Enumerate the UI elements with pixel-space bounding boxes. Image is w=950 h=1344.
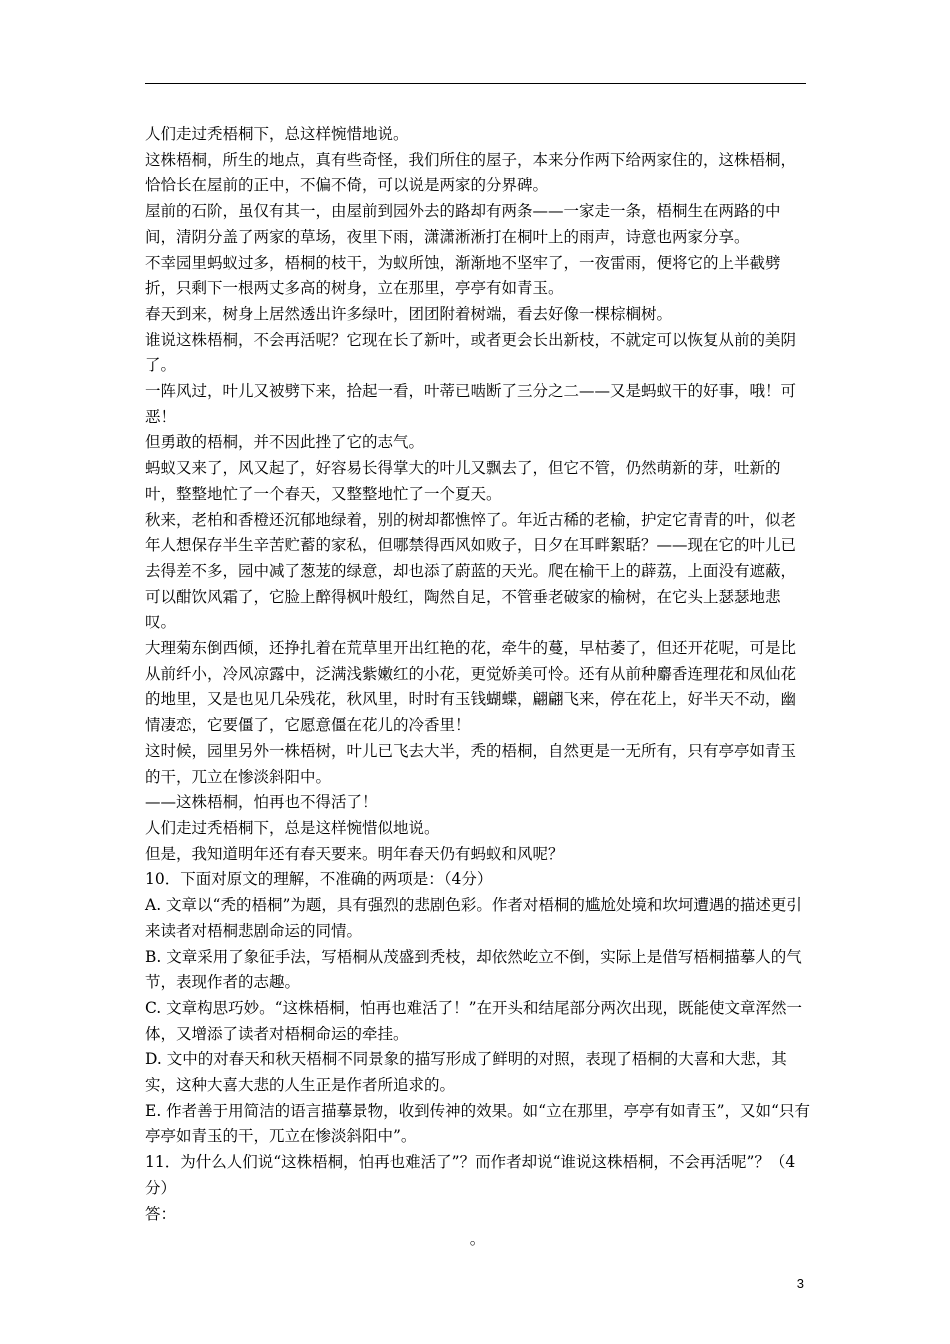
- option-b: B. 文章采用了象征手法，写梧桐从茂盛到秃枝，却依然屹立不倒，实际上是借写梧桐描摹人的气节，表现作者的志趣。: [145, 947, 802, 992]
- paragraph-10: 秋来，老柏和香橙还沉郁地绿着，别的树却都憔悴了。年近古稀的老榆，护定它青青的叶，似老年人想保存半生辛苦贮蓄的家私，但哪禁得西风如败子，日夕在耳畔絮聒？——现在它的叶儿已去得差不多，园中减了葱茏的绿意，却也添了蔚蓝的天光。爬在榆干上的薜荔，上面没有遮蔽，可以酣饮风霜了，它脸上醉得枫叶般红，陶然自足，不管垂老破家的榆树，在它头上瑟瑟地悲叹。: [145, 510, 797, 632]
- paragraph-2: 这株梧桐，所生的地点，真有些奇怪，我们所住的屋子，本来分作两下给两家住的，这株梧桐，恰恰长在屋前的正中，不偏不倚，可以说是两家的分界碑。: [145, 150, 797, 195]
- option-c: C. 文章构思巧妙。“这株梧桐，怕再也难活了！”在开头和结尾部分两次出现，既能使文章浑然一体，又增添了读者对梧桐命运的牵挂。: [145, 998, 803, 1043]
- paragraph-8: 但勇敢的梧桐，并不因此挫了它的志气。: [145, 433, 425, 452]
- paragraph-5: 春天到来，树身上居然透出许多绿叶，团团附着树端，看去好像一棵棕榈树。: [145, 304, 673, 323]
- paragraph-1: 人们走过秃梧桐下，总这样惋惜地说。: [145, 125, 409, 143]
- question-11: 11．为什么人们说“这株梧桐，怕再也难活了”？而作者却说“谁说这株梧桐，不会再活呢”？（4分）: [145, 1153, 796, 1197]
- paragraph-13: ——这株梧桐，怕再也不得活了！: [145, 793, 378, 812]
- question-10: 10．下面对原文的理解，不准确的两项是：（4分）: [145, 870, 493, 889]
- paragraph-3: 屋前的石阶，虽仅有其一，由屋前到园外去的路却有两条——一家走一条，梧桐生在两路的中间，清阴分盖了两家的草场，夜里下雨，潇潇淅淅打在桐叶上的雨声，诗意也两家分享。: [145, 202, 781, 246]
- option-e: E. 作者善于用简洁的语言描摹景物，收到传神的效果。如“立在那里，亭亭有如青玉”，又如“只有亭亭如青玉的干，兀立在惨淡斜阳中”。: [145, 1101, 810, 1146]
- paragraph-7: 一阵风过，叶儿又被劈下来，拾起一看，叶蒂已啮断了三分之二——又是蚂蚁干的好事，哦！可恶！: [145, 382, 797, 426]
- paragraph-15: 但是，我知道明年还有春天要来。明年春天仍有蚂蚁和风呢？: [145, 844, 564, 863]
- option-d: D. 文中的对春天和秋天梧桐不同景象的描写形成了鲜明的对照，表现了梧桐的大喜和大悲，其实，这种大喜大悲的人生正是作者所追求的。: [145, 1050, 787, 1095]
- header-rule: [145, 83, 806, 84]
- paragraph-14: 人们走过秃梧桐下，总是这样惋惜似地说。: [145, 818, 440, 837]
- paragraph-4: 不幸园里蚂蚁过多，梧桐的枝干，为蚁所蚀，渐渐地不坚牢了，一夜雷雨，便将它的上半截劈折，只剩下一根两丈多高的树身，立在那里，亭亭有如青玉。: [145, 253, 781, 298]
- paragraph-6: 谁说这株梧桐，不会再活呢？它现在长了新叶，或者更会长出新枝，不就定可以恢复从前的美阴了。: [145, 330, 797, 375]
- paragraph-12: 这时候，园里另外一株梧树，叶儿已飞去大半，秃的梧桐，自然更是一无所有，只有亭亭如青玉的干，兀立在惨淡斜阳中。: [145, 741, 797, 786]
- page-number: 3: [796, 1276, 804, 1291]
- document-body: [145, 122, 810, 1253]
- option-a: A. 文章以“秃的梧桐”为题，具有强烈的悲剧色彩。作者对梧桐的尴尬处境和坎坷遭遇的描述更引来读者对梧桐悲剧命运的同情。: [145, 896, 802, 940]
- paragraph-11: 大理菊东倒西倾，还挣扎着在荒草里开出红艳的花，牵牛的蔓，早枯萎了，但还开花呢，可是比从前纤小，冷风凉露中，泛满浅紫嫩红的小花，更觉娇美可怜。还有从前种麝香连理花和凤仙花的地里，又是也见几朵残花，秋风里，时时有玉钱蝴蝶，翩翩飞来，停在花上，好半天不动，幽情凄恋，它要僵了，它愿意僵在花儿的冷香里！: [145, 639, 797, 735]
- paragraph-9: 蚂蚁又来了，风又起了，好容易长得掌大的叶儿又飘去了，但它不管，仍然萌新的芽，吐新的叶，整整地忙了一个春天，又整整地忙了一个夏天。: [145, 459, 781, 503]
- answer-label: 答：: [145, 1204, 177, 1223]
- answer-end-mark: 。: [469, 1230, 486, 1249]
